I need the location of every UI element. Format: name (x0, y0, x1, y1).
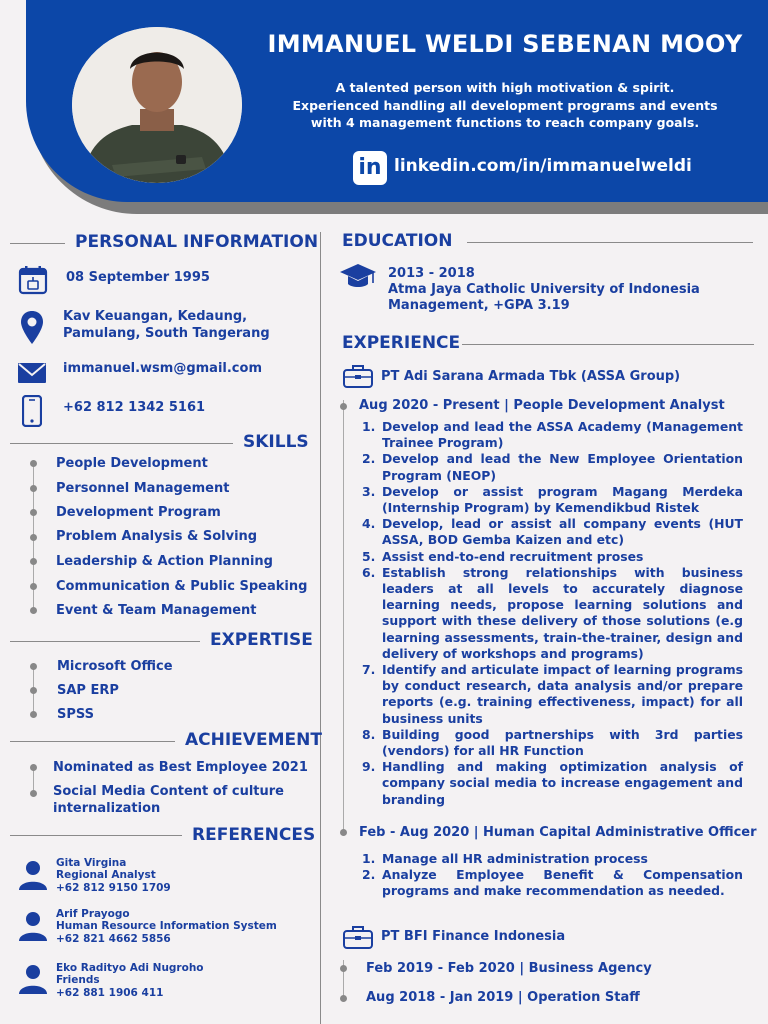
section-rule (462, 344, 754, 345)
section-rule (10, 243, 65, 244)
reference-name: Arif Prayogo (56, 908, 130, 920)
bullet (30, 711, 37, 718)
reference-phone: +62 812 9150 1709 (56, 882, 171, 894)
skill-item: Event & Team Management (56, 603, 257, 618)
briefcase-icon (343, 364, 373, 388)
duties-list (362, 851, 743, 900)
role-title: Feb - Aug 2020 | Human Capital Administrative Officer (359, 825, 757, 840)
duty-number: 7. (362, 662, 376, 678)
duty-item (362, 451, 743, 483)
duty-text: Manage all HR administration process (382, 851, 648, 866)
expertise-title: EXPERTISE (210, 630, 313, 650)
full-name: IMMANUEL WELDI SEBENAN MOOY (267, 30, 743, 58)
expertise-item: SPSS (57, 707, 95, 722)
section-rule (10, 835, 182, 836)
duty-number: 2. (362, 867, 376, 883)
experience-title: EXPERIENCE (342, 333, 461, 353)
duty-text: Analyze Employee Benefit & Compensation programs and make recommendation as needed. (382, 867, 743, 899)
role-title: Aug 2020 - Present | People Development Analyst (359, 398, 725, 413)
education-major: Management, +GPA 3.19 (388, 298, 570, 313)
linkedin-icon[interactable]: in (353, 151, 387, 185)
section-rule (10, 443, 233, 444)
duty-text: Handling and making optimization analysis of company social media to increase engagement and branding (382, 759, 743, 807)
duty-number: 1. (362, 851, 376, 866)
education-school: Atma Jaya Catholic University of Indonesia (388, 282, 700, 297)
skill-item: Communication & Public Speaking (56, 579, 308, 594)
bullet (30, 583, 37, 590)
bullet (340, 995, 347, 1002)
role-title: Aug 2018 - Jan 2019 | Operation Staff (366, 990, 640, 1005)
tagline-line-3: with 4 management functions to reach company goals. (310, 115, 700, 130)
duty-item (362, 419, 743, 451)
duty-text: Develop or assist program Magang Merdeka (Internship Program) by Kemendikbud Ristek (382, 483, 743, 516)
duty-item (362, 516, 743, 548)
skill-item: People Development (56, 456, 208, 471)
duty-text: Develop, lead or assist all company events (HUT ASSA, BOD Gemba Kaizen and etc) (382, 516, 743, 548)
duty-item (362, 662, 743, 727)
bullet (30, 485, 37, 492)
email[interactable]: immanuel.wsm@gmail.com (63, 361, 262, 376)
bullet (340, 829, 347, 836)
person-icon (18, 860, 48, 890)
education-title: EDUCATION (342, 231, 453, 251)
reference-role: Regional Analyst (56, 869, 156, 881)
expertise-item: SAP ERP (57, 683, 119, 698)
duty-number: 5. (362, 548, 376, 564)
experience-timeline (343, 400, 344, 830)
phone-icon (22, 395, 42, 427)
column-divider (320, 232, 321, 1024)
person-icon (18, 964, 48, 994)
duty-item (362, 851, 743, 867)
reference-name: Gita Virgina (56, 857, 127, 869)
skills-title: SKILLS (243, 432, 309, 452)
skill-item: Development Program (56, 505, 221, 520)
section-rule (10, 741, 175, 742)
education-years: 2013 - 2018 (388, 266, 475, 281)
reference-role: Human Resource Information System (56, 920, 277, 932)
address-line-2: Pamulang, South Tangerang (63, 326, 270, 341)
section-rule (467, 242, 753, 243)
bullet (30, 558, 37, 565)
bullet (30, 687, 37, 694)
tagline-line-2: Experienced handling all development programs and events (292, 98, 718, 113)
bullet (30, 790, 37, 797)
achievement-title: ACHIEVEMENT (185, 730, 322, 750)
achievement-item-cont: internalization (53, 801, 161, 816)
duty-number: 1. (362, 419, 376, 434)
bullet (30, 764, 37, 771)
duty-number: 6. (362, 564, 376, 580)
company-name: PT BFI Finance Indonesia (381, 929, 566, 944)
duty-text: Establish strong relationships with business leaders at all levels to accurately diagnose learning needs, propose learning solutions and support with these delivery of those solutions (e.g learning assessments, train-the-trainer, design and delivery of workshops and programs) (382, 564, 743, 661)
birthdate: 08 September 1995 (66, 270, 210, 285)
reference-phone: +62 821 4662 5856 (56, 933, 171, 945)
person-icon (18, 911, 48, 941)
reference-phone: +62 881 1906 411 (56, 987, 164, 999)
reference-role: Friends (56, 974, 100, 986)
bullet (30, 534, 37, 541)
duty-number: 8. (362, 726, 376, 742)
duty-item (362, 549, 743, 565)
location-pin-icon (20, 310, 44, 346)
duty-number: 4. (362, 516, 376, 532)
bullet (30, 509, 37, 516)
duty-text: Identify and articulate impact of learning programs by conduct research, data analysis and/or prepare reports (e.g. training effectiveness, impact) for all business units (382, 662, 743, 726)
achievement-item: Nominated as Best Employee 2021 (53, 760, 308, 775)
duties-list (362, 419, 743, 808)
duty-number: 9. (362, 759, 376, 775)
bullet (340, 403, 347, 410)
duty-item (362, 727, 743, 759)
skill-item: Problem Analysis & Solving (56, 529, 258, 544)
phone-number[interactable]: +62 812 1342 5161 (63, 400, 206, 415)
tagline-line-1: A talented person with high motivation & spirit. (335, 80, 675, 95)
role-title: Feb 2019 - Feb 2020 | Business Agency (366, 961, 652, 976)
reference-name: Eko Radityo Adi Nugroho (56, 962, 204, 974)
duty-text: Assist end-to-end recruitment proses (382, 548, 644, 564)
skill-item: Personnel Management (56, 481, 230, 496)
graduation-cap-icon (339, 263, 377, 289)
duty-text: Develop and lead the ASSA Academy (Management Trainee Program) (382, 419, 743, 451)
address-line-1: Kav Keuangan, Kedaung, (63, 309, 248, 324)
duty-number: 2. (362, 451, 376, 467)
company-name: PT Adi Sarana Armada Tbk (ASSA Group) (381, 369, 681, 384)
duty-item (362, 867, 743, 899)
duty-text: Develop and lead the New Employee Orientation Program (NEOP) (382, 451, 743, 483)
duty-number: 3. (362, 483, 376, 499)
skill-item: Leadership & Action Planning (56, 554, 273, 569)
expertise-item: Microsoft Office (57, 659, 173, 674)
bullet (340, 965, 347, 972)
profile-photo (72, 27, 242, 183)
personal-info-title: PERSONAL INFORMATION (75, 232, 319, 252)
achievement-item: Social Media Content of culture (53, 784, 285, 799)
bullet (30, 607, 37, 614)
references-title: REFERENCES (192, 825, 316, 845)
envelope-icon (18, 363, 46, 383)
duty-item (362, 565, 743, 662)
briefcase-icon (343, 925, 373, 949)
linkedin-link[interactable]: linkedin.com/in/immanuelweldi (394, 156, 692, 176)
duty-item (362, 484, 743, 516)
bullet (30, 663, 37, 670)
bullet (30, 460, 37, 467)
calendar-icon (18, 265, 48, 295)
section-rule (10, 641, 200, 642)
duty-text: Building good partnerships with 3rd parties (vendors) for all HR Function (382, 726, 743, 759)
duty-item (362, 759, 743, 808)
